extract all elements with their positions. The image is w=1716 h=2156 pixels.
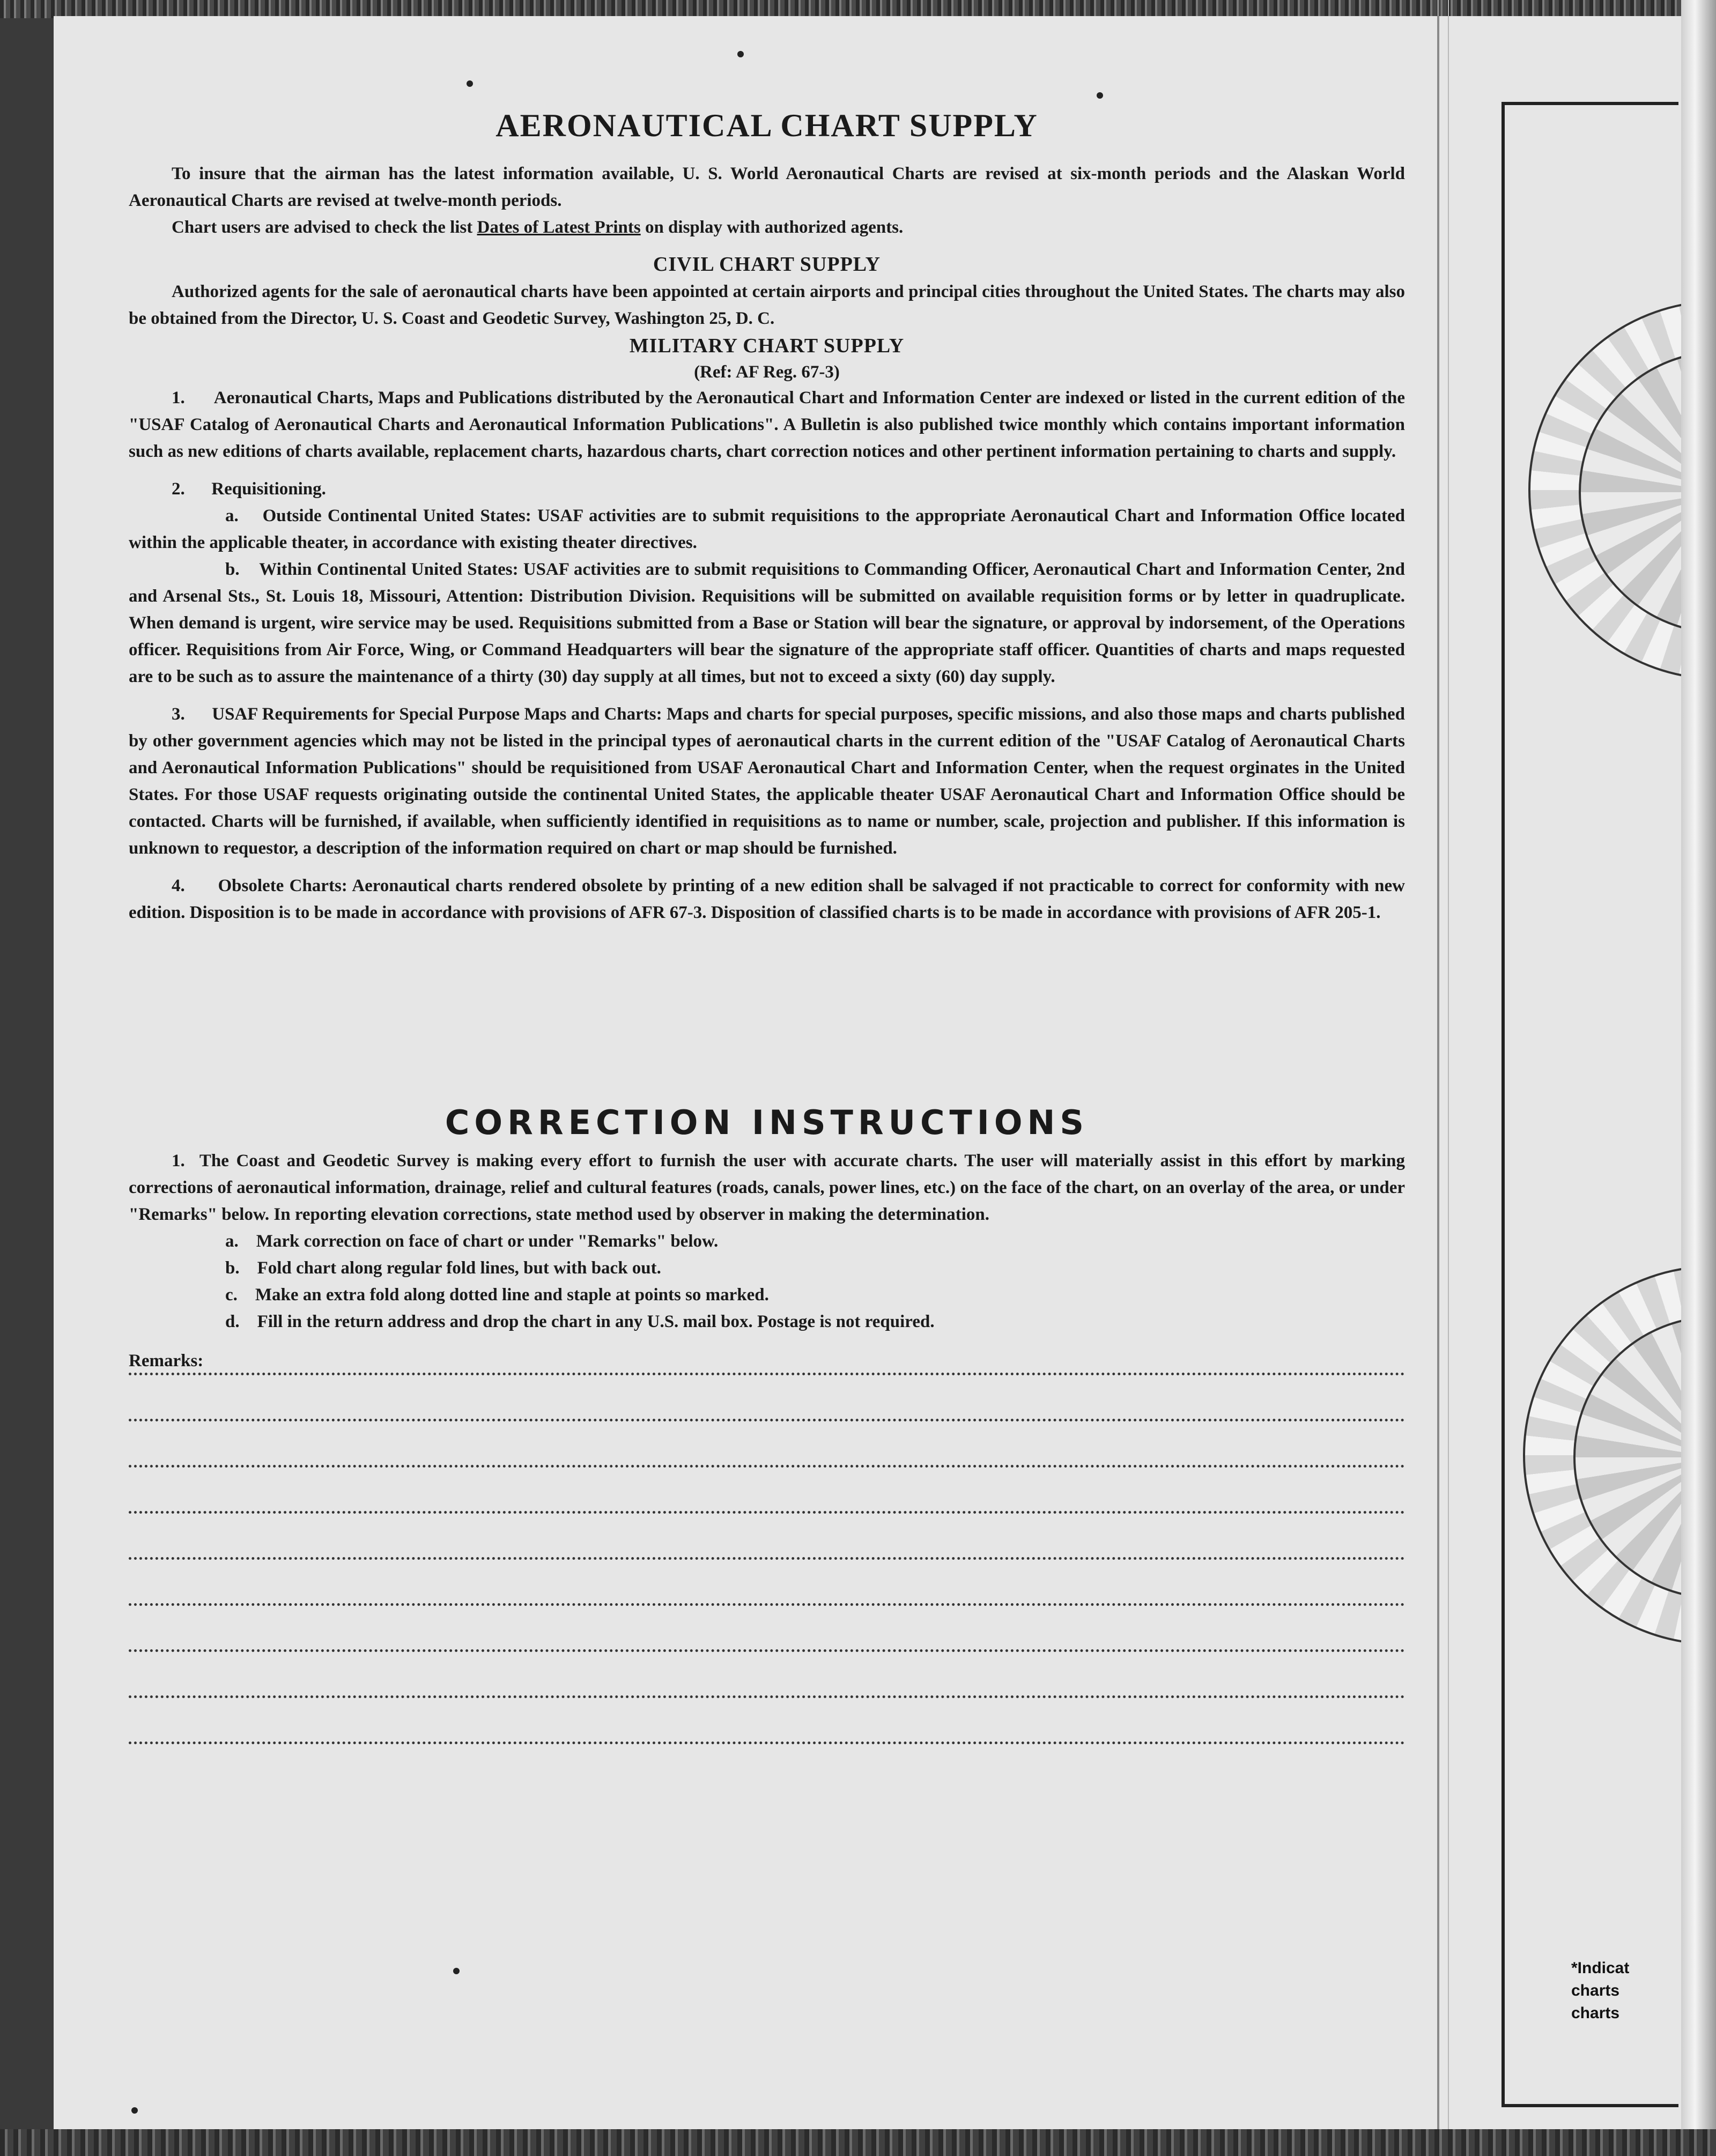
index-map-legend: [1571, 1957, 1629, 2025]
legend-line-1: *Indicat: [1571, 1959, 1630, 1977]
staple-mark-dot: [737, 51, 744, 57]
step-d-text: Fill in the return address and drop the chart in any U.S. mail box. Postage is not required.: [257, 1312, 935, 1331]
advice-suffix: on display with authorized agents.: [640, 218, 904, 237]
advice-paragraph: [129, 214, 1405, 241]
remarks-line[interactable]: [129, 1351, 1405, 1375]
military-ref: (Ref: AF Reg. 67-3): [694, 362, 840, 382]
correction-paragraph: [129, 1147, 1405, 1228]
remarks-label: Remarks:: [129, 1351, 209, 1371]
dates-of-latest-prints: Dates of Latest Prints: [477, 218, 641, 237]
scan-edge-right: [1681, 0, 1716, 2156]
staple-mark-dot: [467, 80, 473, 87]
step-d-number: d.: [225, 1312, 240, 1331]
advice-prefix: Chart users are advised to check the list: [172, 218, 477, 237]
step-c-number: c.: [225, 1285, 238, 1305]
item-1-text: distributed by the Aeronautical Chart and Information Center are indexed or listed in the current edition of the "USAF Catalog of Aeronautical Charts and Aeronautical Information Publications". A Bulletin is also published twice monthly which contains important information such as new editions of charts available, replacement charts, hazardous charts, chart correction notices and other pertinent information pertaining to charts and supply.: [129, 388, 1406, 461]
scan-edge-bottom: [0, 2129, 1716, 2156]
step-c-text: Make an extra fold along dotted line and staple at points so marked.: [255, 1285, 769, 1305]
civil-paragraph: Authorized agents for the sale of aeronautical charts have been appointed at certain airports and principal cities throughout the United States. The charts may also be obtained from the Director, U. S. Coast and Geodetic Survey, Washington 25, D. C.: [129, 282, 1405, 328]
item-2a-paragraph: [129, 502, 1405, 556]
step-b: [129, 1255, 1405, 1281]
item-4-number: 4.: [172, 876, 185, 895]
item-1-label: Aeronautical Charts, Maps and Publications: [213, 388, 552, 408]
item-2b-text: Within Continental United States: USAF activities are to submit requisitions to Commanding Officer, Aeronautical Chart and Information Center, 2nd and Arsenal Sts., St. Louis 18, Missouri, Attention: Distribution Division. Requisitions will be submitted on available requisition forms or by letter in quadruplicate. When demand is urgent, wire service may be used. Requisitions submitted from a Base or Station will bear the signature, or approval by indorsement, of the Operations officer. Requisitions from Air Force, Wing, or Command Headquarters will bear the signature of the appropriate staff officer. Quantities of charts and maps requested are to be such as to assure the maintenance of a thirty (30) day supply at all times, but not to exceed a sixty (60) day supply.: [129, 560, 1405, 686]
item-2-heading: [129, 476, 1405, 502]
item-4-label: Obsolete Charts:: [218, 876, 347, 895]
remarks-section: [129, 1351, 1405, 1744]
chart-supply-title: AERONAUTICAL CHART SUPPLY: [495, 108, 1038, 143]
item-3-paragraph: [129, 701, 1405, 862]
fold-line: [1437, 0, 1439, 2139]
civil-chart-supply-heading: CIVIL CHART SUPPLY: [653, 253, 881, 276]
item-4-paragraph: [129, 872, 1405, 926]
remarks-line[interactable]: [129, 1652, 1405, 1698]
step-a: [129, 1228, 1405, 1255]
step-b-number: b.: [225, 1258, 240, 1278]
item-3-number: 3.: [172, 705, 185, 724]
scan-edge-top: [0, 0, 1716, 18]
staple-mark-dot: [131, 2107, 138, 2114]
item-2-label: Requisitioning.: [211, 479, 326, 499]
legend-line-2: charts: [1571, 1982, 1620, 1999]
staple-mark-dot: [453, 1968, 460, 1974]
correction-number: 1.: [172, 1151, 185, 1170]
legend-line-3: charts: [1571, 2004, 1620, 2022]
main-text-column: [129, 107, 1405, 1744]
step-b-text: Fold chart along regular fold lines, but with back out.: [257, 1258, 661, 1278]
remarks-line[interactable]: [129, 1606, 1405, 1652]
item-3-label: USAF Requirements for Special Purpose Maps and Charts:: [212, 705, 662, 724]
item-2a-text: Outside Continental United States: USAF activities are to submit requisitions to the appropriate Aeronautical Chart and Information Office located within the applicable theater, in accordance with existing theater directives.: [129, 506, 1405, 552]
staple-mark-dot: [1097, 92, 1103, 99]
remarks-line[interactable]: [129, 1514, 1405, 1560]
remarks-line[interactable]: [129, 1560, 1405, 1606]
correction-instructions-title: CORRECTION INSTRUCTIONS: [445, 1103, 1089, 1142]
step-a-number: a.: [225, 1232, 239, 1251]
remarks-line[interactable]: [129, 1421, 1405, 1468]
remarks-line[interactable]: [129, 1698, 1405, 1744]
item-4-text: Aeronautical charts rendered obsolete by printing of a new edition shall be salvaged if not practicable to correct for conformity with new edition. Disposition is to be made in accordance with provisions of AFR 67-3. Disposition of classified charts is to be made in accordance with provisions of AFR 205-1.: [129, 876, 1406, 922]
item-1-paragraph: [129, 384, 1405, 465]
remarks-line[interactable]: [129, 1375, 1405, 1421]
item-2b-number: b.: [225, 560, 240, 579]
correction-text: The Coast and Geodetic Survey is making every effort to furnish the user with accurate charts. The user will materially assist in this effort by marking corrections of aeronautical information, drainage, relief and cultural features (roads, canals, power lines, etc.) on the face of the chart, on an overlay of the area, or under "Remarks" below. In reporting elevation corrections, state method used by observer in making the determination.: [129, 1151, 1406, 1224]
intro-paragraph: To insure that the airman has the latest information available, U. S. World Aeronautical Charts are revised at six-month periods and the Alaskan World Aeronautical Charts are revised at twelve-month periods.: [129, 164, 1405, 210]
item-3-text: Maps and charts for special purposes, specific missions, and also those maps and charts published by other government agencies which may not be listed in the principal types of aeronautical charts in the current edition of the "USAF Catalog of Aeronautical Charts and Aeronautical Information Publications" should be requisitioned from USAF Aeronautical Chart and Information Center, when the request orginates in the United States. For those USAF requests originating outside the continental United States, the applicable theater USAF Aeronautical Chart and Information Office should be contacted. Charts will be furnished, if available, when sufficiently identified in requisitions as to name or number, scale, projection and publisher. If this information is unknown to requestor, a description of the information required on chart or map should be furnished.: [129, 705, 1406, 858]
item-2-number: 2.: [172, 479, 185, 499]
item-2a-number: a.: [225, 506, 239, 525]
item-1-number: 1.: [172, 388, 185, 408]
step-c: [129, 1281, 1405, 1308]
step-a-text: Mark correction on face of chart or under "Remarks" below.: [256, 1232, 719, 1251]
item-2b-paragraph: [129, 556, 1405, 690]
fold-line-secondary: [1448, 0, 1449, 2139]
military-chart-supply-heading: MILITARY CHART SUPPLY: [629, 335, 905, 357]
remarks-line[interactable]: [129, 1468, 1405, 1514]
step-d: [129, 1308, 1405, 1335]
